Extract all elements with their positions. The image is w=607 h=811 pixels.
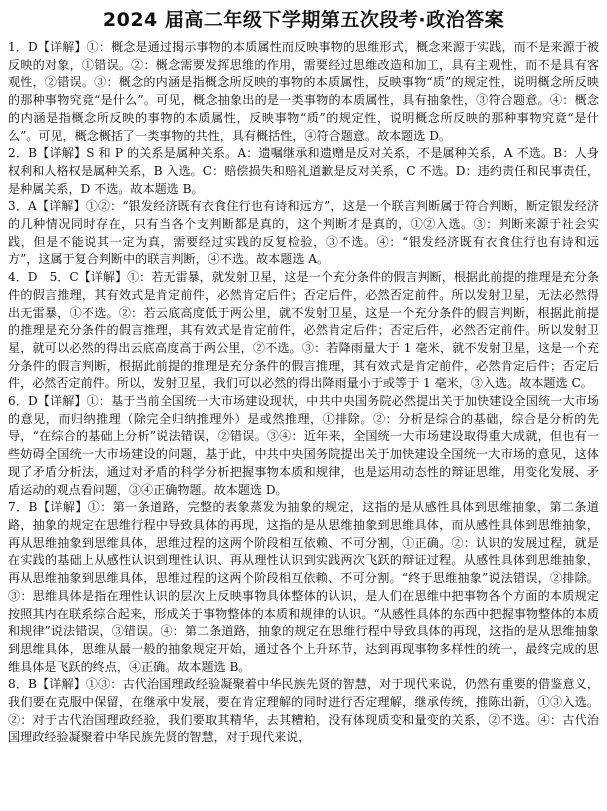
answer-item-3: 3．A【详解】①②：“银发经济既有衣食住行也有诗和远方”，这是一个联言判断属于符合判断，断定银发经济的几种情况同时存在，只有当各个支判断都是真的，这个判断才是真的，①②入选。③：判断来源于社会实践，但是不能说其一定为真，需要经过实践的反复检验，③不选。④：“银发经济既有衣食住行也有诗和远方”，这属于复合判断中的联言判断，④不选。故本题选 A。 [8,199,599,267]
answer-body [8,39,599,747]
answer-item-8: 8．B【详解】①③：古代治国理政经验凝聚着中华民族先贤的智慧，对于现代来说，仍然有重要的借鉴意义，我们要在克服中保留，在继承中发展，要在肯定理解的同时进行否定理解，继承传统，推陈出新，①③入选。②：对于古代治国理政经验，我们要取其精华，去其糟粕，没有体现质变和量变的关系，②不选。④：古代治国理政经验凝聚着中华民族先贤的智慧，对于现代来说， [8,677,599,745]
answer-item-1: 1．D【详解】①：概念是通过揭示事物的本质属性而反映事物的思维形式，概念来源于实践，而不是来源于被反映的对象，①错误。②：概念需要发挥思维的作用，需要经过思维改造和加工，具有主观性，而不是具有客观性，②错误。③：概念的内涵是指概念所反映的事物的本质属性，反映事物“质”的规定性，说明概念所反映的那种事物究竟“是什么”。可见，概念抽象出的是一类事物的本质属性，具有抽象性，③符合题意。④：概念的内涵是指概念所反映的事物的本质属性，反映事物“质”的规定性，说明概念所反映的那种事物究竟“是什么”。可见，概念概括了一类事物的共性，具有概括性，④符合题意。故本题选 D。 [8,40,599,143]
answer-item-4-5: 4．D 5．C【详解】①：若无雷暴，就发射卫星，这是一个充分条件的假言判断，根据此前提的推理是充分条件的假言推理，其有效式是肯定前件，必然肯定后件；否定后件，必然否定前件。所以发射卫星，无法必然得出无雷暴，①不选。②：若云底高度低于两公里，就不发射卫星，这是一个充分条件的假言判断，根据此前提的推理是充分条件的假言推理，其有效式是肯定前件，必然肯定后件；否定后件，必然否定前件。所以发射卫星，就可以必然的得出云底高度高于两公里，②不选。③：若降雨量大于 1 毫米，就不发射卫星，这是一个充分条件的假言判断，根据此前提的推理是充分条件的假言推理，其有效式是肯定前件，必然肯定后件；否定后件，必然否定前件。所以，发射卫星，我们可以必然的得出降雨量小于或等于 1 毫米，③入选。故本题选 C。 [8,270,599,391]
document-title: 2024 届高二年级下学期第五次段考·政治答案 [102,9,505,31]
answer-item-7: 7．B【详解】①：第一条道路，完整的表象蒸发为抽象的规定，这指的是从感性具体到思维抽象，第二条道路，抽象的规定在思维行程中导致具体的再现，这指的是从思维抽象到思维具体，而从感性具体到思维抽象，再从思维抽象到思维具体，思维过程的这两个阶段相互依赖、不可分割，①正确。②：认识的发展过程，就是在实践的基础上从感性认识到理性认识、再从理性认识到实践两次飞跃的辩证过程。从感性具体到思维抽象，再从思维抽象到思维具体，思维过程的这两个阶段相互依赖、不可分割。“终于思维抽象”说法错误，②排除。③：思维具体是指在理性认识的层次上反映事物具体整体的认识，是人们在思维中把事物各个方面的本质规定按照其内在联系综合起来，形成关于事物整体的本质和规律的认识。“从感性具体的东西中把握事物整体的本质和规律”说法错误，③错误。④：第二条道路，抽象的规定在思维行程中导致具体的再现，这指的是从思维抽象到思维具体，思维从最一般的抽象规定开始，通过各个上升环节，达到再现事物多样性的统一，最终完成的思维具体是飞跃的终点，④正确。故本题选 B。 [8,500,599,674]
answer-item-6: 6．D【详解】①：基于当前全国统一大市场建设现状，中共中央国务院必然提出关于加快建设全国统一大市场的意见，而归纳推理（除完全归纳推理外）是或然推理，①排除。②：分析是综合的基础，综合是分析的先导，“在综合的基础上分析”说法错误，②错误。③④：近年来，全国统一大市场建设取得重大成就，但也有一些妨碍全国统一大市场建设的问题，基于此，中共中央国务院提出关于加快建设全国统一大市场的意见，这体现了矛盾分析法，通过对矛盾的科学分析把握事物本质和规律，也是运用动态性的辩证思维，用变化发展、矛盾运动的观点看问题，③④正确物题。故本题选 D。 [8,394,599,497]
answer-item-2: 2．B【详解】S 和 P 的关系是属种关系。A：遗嘱继承和遗赠是反对关系，不是属种关系，A 不选。B：人身权利和人格权是属种关系，B 入选。C：赔偿损失和赔礼道歉是反对关系，C 不选。D：违约责任和民事责任，是种属关系，D 不选。故本题选 B。 [8,146,599,196]
